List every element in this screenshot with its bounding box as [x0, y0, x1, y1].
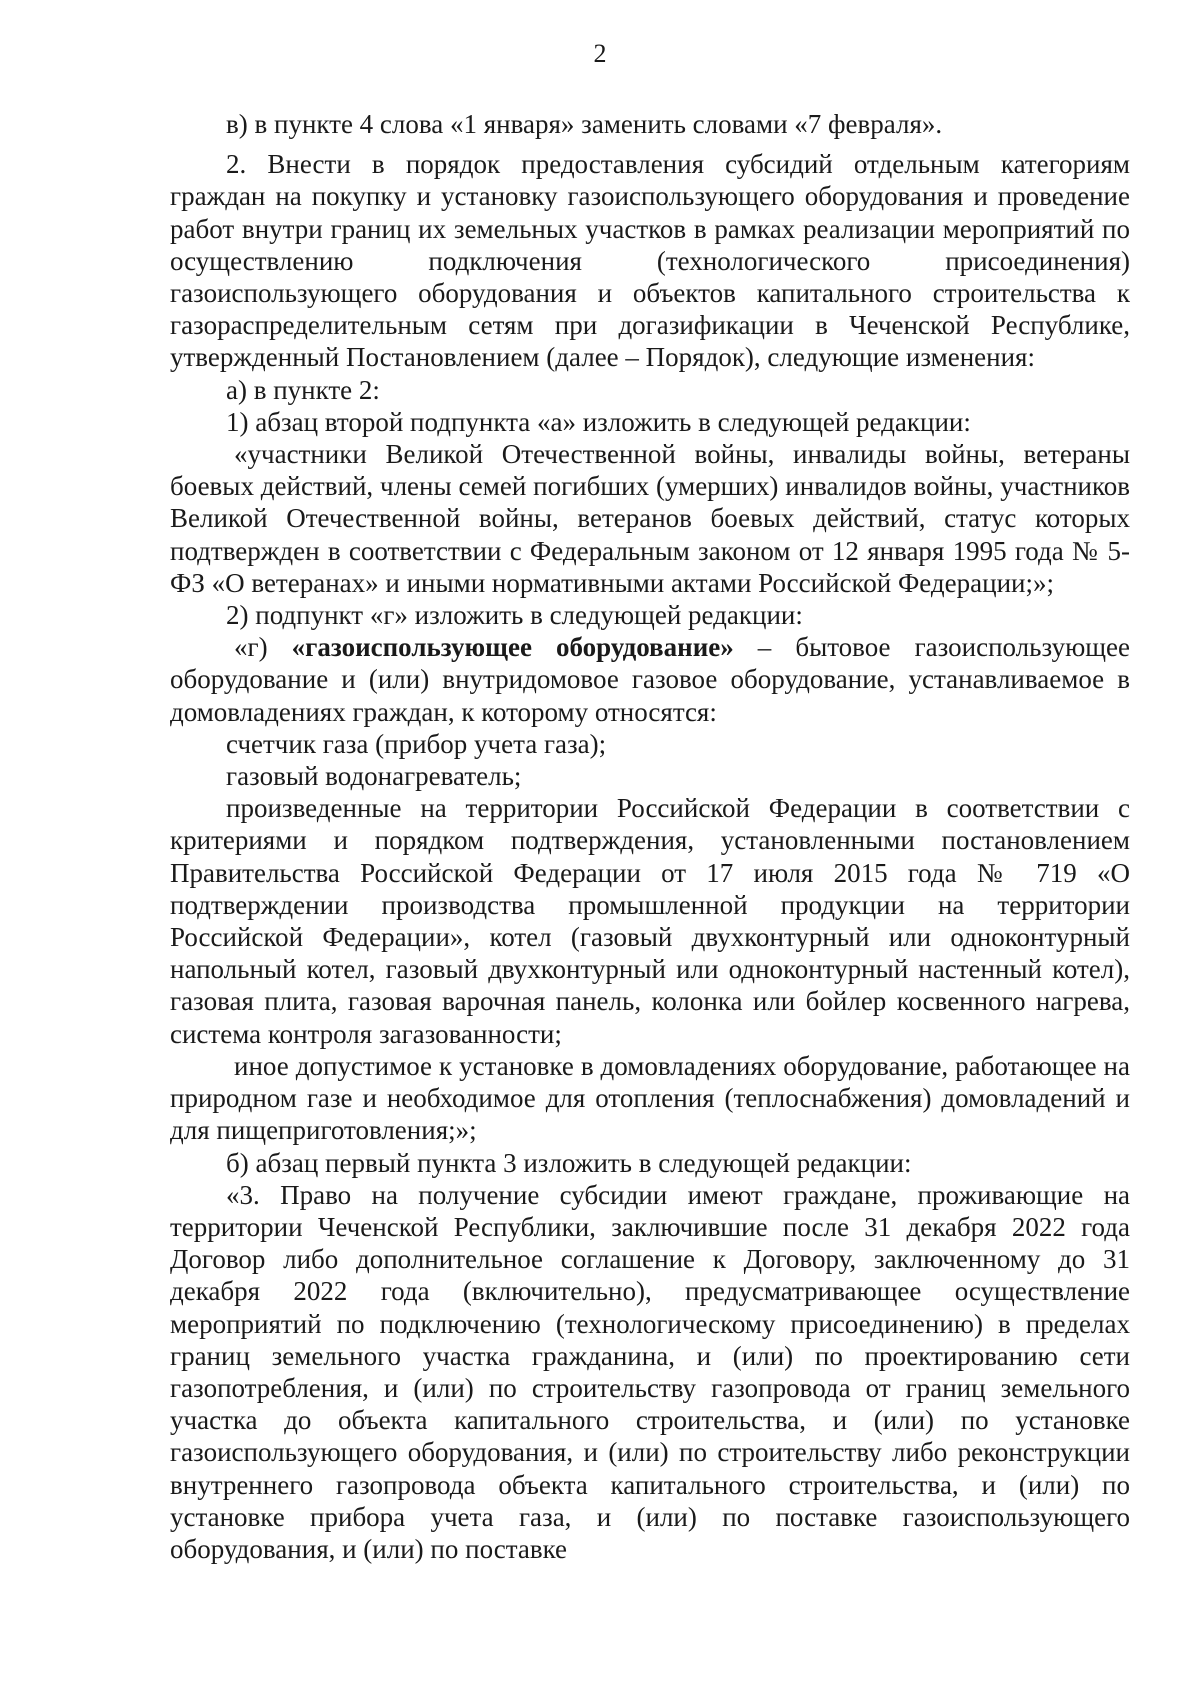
quote-definition: – бытовое газоиспользующее оборудование и (или) внутридомовое газовое оборудование, устанавливаемое в домовладениях граждан, к которому относятся:: [170, 632, 1130, 727]
paragraph-item-v: в) в пункте 4 слова «1 января» заменить словами «7 февраля».: [226, 109, 943, 139]
paragraph-subitem-2: 2) подпункт «г» изложить в следующей редакции:: [226, 600, 803, 631]
paragraph-produced-in-rf: произведенные на территории Российской Федерации в соответствии с критериями и порядком подтверждения, установленными постановлением Правительства Российской Федерации от 17 июля 2015 года № 719 «О подтверждении производства промышленной продукции на территории Российской Федерации», котел (газовый двухконтурный или одноконтурный напольный котел, газовый двухконтурный или одноконтурный настенный котел), газовая плита, газовая варочная панель, колонка или бойлер косвенного нагрева, система контроля загазованности;: [170, 793, 1130, 1049]
paragraph-item-b: б) абзац первый пункта 3 изложить в следующей редакции:: [226, 1147, 912, 1178]
document-body: [170, 108, 1130, 1565]
paragraph-item-a: а) в пункте 2:: [226, 374, 380, 405]
quote-prefix: «г): [234, 632, 292, 663]
paragraph-subitem-1: 1) абзац второй подпункта «а» изложить в следующей редакции:: [226, 406, 971, 437]
paragraph-other-equipment: иное допустимое к установке в домовладениях оборудование, работающее на природном газе и необходимое для отопления (теплоснабжения) домовладений и для пищеприготовления;»;: [170, 1050, 1130, 1146]
page-number: 2: [593, 39, 607, 68]
paragraph-quote-veterans: «участники Великой Отечественной войны, инвалиды войны, ветераны боевых действий, члены семей погибших (умерших) инвалидов войны, участников Великой Отечественной войны, ветеранов боевых действий, статус которых подтвержден в соответствии с Федеральным законом от 12 января 1995 года № 5-ФЗ «О ветеранах» и иными нормативными актами Российской Федерации;»;: [170, 439, 1130, 598]
paragraph-water-heater: газовый водонагреватель;: [226, 761, 522, 792]
paragraph-quote-point-3: «3. Право на получение субсидии имеют граждане, проживающие на территории Чеченской Республики, заключившие после 31 декабря 2022 года Договор либо дополнительное соглашение к Договору, заключенному до 31 декабря 2022 года (включительно), предусматривающее осуществление мероприятий по подключению (технологическому присоединению) в пределах границ земельного участка гражданина, и (или) по проектированию сети газопотребления, и (или) по строительству газопровода от границ земельного участка до объекта капитального строительства, и (или) по установке газоиспользующего оборудования, и (или) по строительству либо реконструкции внутреннего газопровода объекта капитального строительства, и (или) по установке прибора учета газа, и (или) по поставке газоиспользующего оборудования, и (или) по поставке: [170, 1179, 1130, 1564]
paragraph-section-2: 2. Внести в порядок предоставления субсидий отдельным категориям граждан на покупку и установку газоиспользующего оборудования и проведение работ внутри границ их земельных участков в рамках реализации мероприятий по осуществлению подключения (технологического присоединения) газоиспользующего оборудования и объектов капитального строительства к газораспределительным сетям при догазификации в Чеченской Республике, утвержденный Постановлением (далее – Порядок), следующие изменения:: [170, 149, 1130, 373]
paragraph-gas-meter: счетчик газа (прибор учета газа);: [226, 728, 607, 759]
term-bold: «газоиспользующее оборудование»: [291, 632, 734, 663]
paragraph-quote-equipment: [170, 631, 1130, 728]
